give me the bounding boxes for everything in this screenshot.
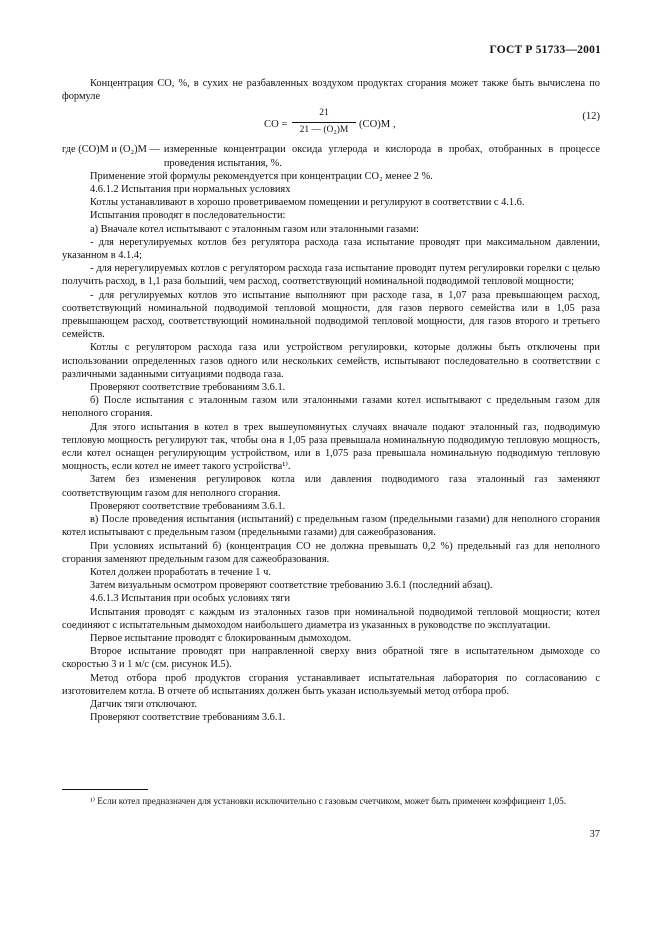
where-label: где (СО)М и (O₂)М — [62,144,160,156]
section-heading-4-6-1-2: 4.6.1.2 Испытания при нормальных условиях [90,184,291,196]
page-number: 37 [589,829,600,840]
paragraph: Второе испытание проводят при направленной сверху вниз обратной тяге в испытательном дымоходе со скоростью 3 и 1 м/с (см. рисунок И.5). [62,646,600,671]
footnote [62,795,600,807]
standard-header: ГОСТ Р 51733—2001 [489,44,601,56]
formula-number: (12) [582,111,600,123]
paragraph: Проверяют соответствие требованиям 3.6.1. [90,500,286,512]
formula-rhs: (СО)М , [359,119,396,131]
paragraph: Проверяют соответствие требованиям 3.6.1. [90,712,286,724]
intro-paragraph: Концентрация СО, %, в сухих не разбавленных воздухом продуктах сгорания может также быть вычислена по формуле [62,78,600,103]
where-clause [62,143,600,169]
paragraph: Котлы устанавливают в хорошо проветриваемом помещении и регулируют в соответствии с 4.1.6. [90,197,525,209]
list-item: в) После проведения испытания (испытаний) с предельным газом (предельными газами) для неполного сгорания котел испытывают с предельным газом (предельными газами) для сажеобразования. [62,514,600,539]
paragraph: Для этого испытания в котел в трех вышеупомянутых случаях вначале подают эталонный газ, подводимую тепловую мощность регулируют так, чтобы она в 1,05 раза превышала номинальную подводимую тепловую мощность, если котел оснащен регулирующим устройством, или в 1,075 раза превышала номинальную подводимую тепловую мощность, если котел не имеет такого устройства¹⁾. [62,421,600,473]
paragraph: Первое испытание проводят с блокированным дымоходом. [90,632,352,644]
paragraph: Метод отбора проб продуктов сгорания устанавливает испытательная лаборатория по согласованию с изготовителем котла. В отчете об испытаниях должен быть указан используемый метод отбора проб. [62,672,600,697]
formula-fraction [292,107,356,136]
paragraph: Применение этой формулы рекомендуется при концентрации СО₂ менее 2 %. [90,170,433,182]
formula-numerator: 21 [292,107,356,122]
paragraph: Испытания проводят с каждым из эталонных газов при номинальной подводимой тепловой мощности; котел соединяют с испытательным дымоходом наибольшего диаметра из указанных в руководстве по эксплуатации. [62,606,600,631]
formula-denominator: 21 — (O₂)М [299,124,349,135]
formula-12 [62,106,600,140]
list-item: а) Вначале котел испытывают с эталонным газом или эталонными газами: [90,223,419,235]
formula-lhs: СО = [264,119,288,131]
paragraph: Затем визуальным осмотром проверяют соответствие требованию 3.6.1 (последний абзац). [90,580,493,592]
paragraph: Котлы с регулятором расхода газа или устройством регулировки, которые должны быть отключены при использовании определенных газов одного или нескольких семейств, испытывают последовательно в соответствии с различными заданными ситуациями подвода газа. [62,342,600,380]
list-item: б) После испытания с эталонным газом или эталонными газами котел испытывают с предельным газом для неполного сгорания. [62,395,600,420]
footnote-text: ¹⁾ Если котел предназначен для установки исключительно с газовым счетчиком, может быть применен коэффициент 1,05. [90,796,567,806]
list-item: - для нерегулируемых котлов без регулятора расхода газа испытание проводят при максимальном давлении, указанном в 4.1.4; [62,236,600,262]
section-heading-4-6-1-3: 4.6.1.3 Испытания при особых условиях тяги [90,593,291,605]
where-description: измеренные концентрации оксида углерода и кислорода в пробах, отобранных в процессе проведения испытания, %. [163,144,600,169]
paragraph: Затем без изменения регулировок котла или давления подводимого газа эталонный газ заменяют соответствующим газом для неполного сгорания. [62,474,600,499]
body-text [62,77,600,724]
paragraph: Датчик тяги отключают. [90,698,198,710]
paragraph: При условиях испытаний б) (концентрация СО не должна превышать 0,2 %) предельный газ для неполного сгорания заменяют предельным газом для сажеобразования. [62,540,600,565]
footnote-divider [62,789,148,790]
list-item: - для нерегулируемых котлов с регулятором расхода газа испытание проводят путем регулировки горелки с целью получить расход, в 1,1 раза больший, чем расход, соответствующий номинальной подводимой тепловой мощности; [62,263,600,288]
paragraph: Котел должен проработать в течение 1 ч. [90,566,271,578]
list-item: - для регулируемых котлов это испытание выполняют при расходе газа, в 1,07 раза превышающем расход, соответствующий номинальной подводимой тепловой мощности, для газов первого семейства или в 1,05 раза превышающем расход, соответствующий номинальной подводимой тепловой мощности, для газов второго и третьего семейств. [62,289,600,341]
paragraph: Проверяют соответствие требованиям 3.6.1. [90,382,286,394]
paragraph: Испытания проводят в последовательности: [90,210,286,222]
